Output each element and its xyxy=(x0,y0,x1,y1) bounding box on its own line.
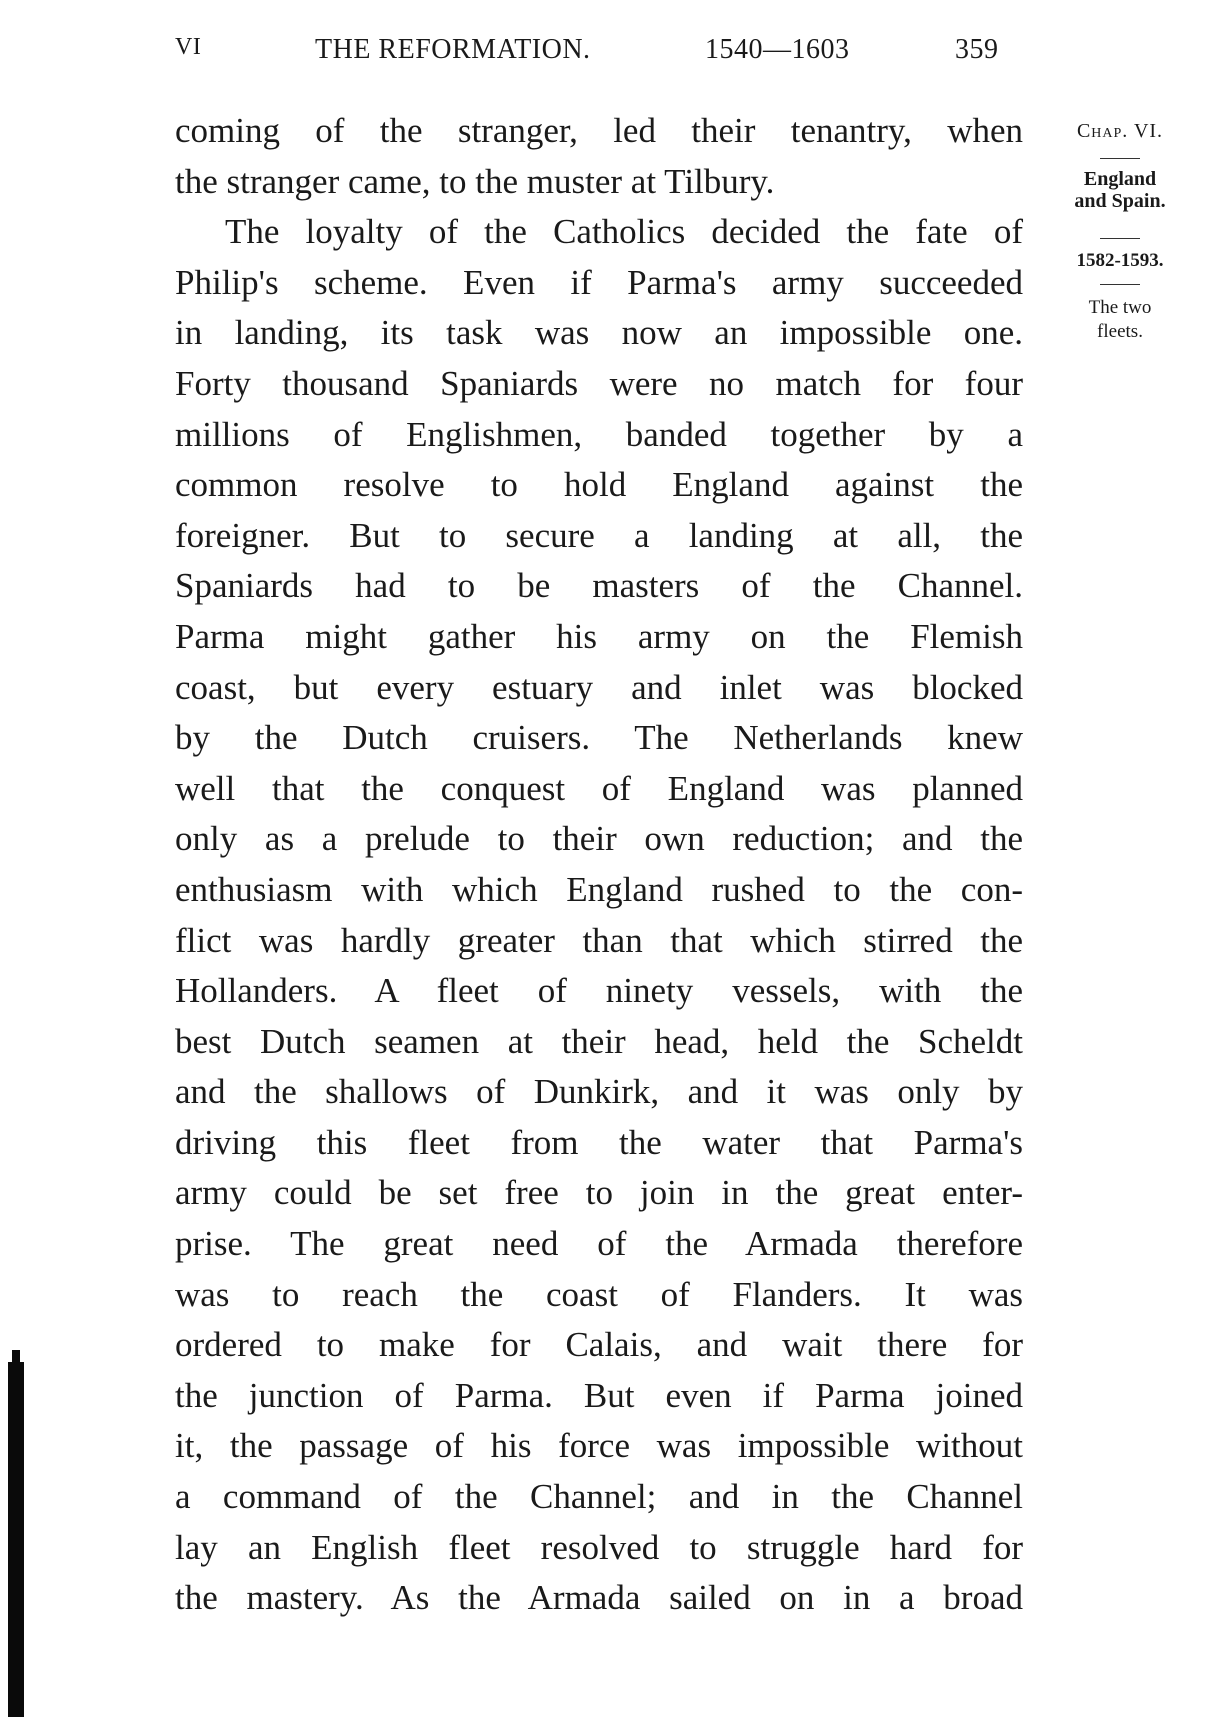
margin-note-subtopic xyxy=(1040,296,1200,344)
text-line: the junction of Parma. But even if Parma joined xyxy=(175,1375,1023,1415)
text-line: Hollanders. A fleet of ninety vessels, with the xyxy=(175,971,1023,1011)
text-line: foreigner. But to secure a landing at all, the xyxy=(175,515,1023,555)
text-line: millions of Englishmen, banded together by a xyxy=(175,414,1023,454)
text-line: the mastery. As the Armada sailed on in a broad xyxy=(175,1578,1023,1618)
text-line: prise. The great need of the Armada therefore xyxy=(175,1224,1023,1264)
text-line: and the shallows of Dunkirk, and it was only by xyxy=(175,1072,1023,1112)
text-line: driving this fleet from the water that Parma's xyxy=(175,1122,1023,1162)
margin-note-years: 1582-1593. xyxy=(1076,250,1164,271)
margin-note-subtopic-line: fleets. xyxy=(1097,321,1143,342)
text-line: it, the passage of his force was impossible without xyxy=(175,1426,1023,1466)
text-line: enthusiasm with which England rushed to the con- xyxy=(175,869,1023,909)
binding-shadow xyxy=(8,1362,24,1717)
margin-note-subtopic-line: The two xyxy=(1088,297,1152,318)
margin-note-chapter: Chap. VI. xyxy=(1076,120,1164,142)
margin-rule xyxy=(1100,238,1140,239)
header-chapter-number: VI xyxy=(175,34,202,60)
text-line: only as a prelude to their own reduction; and the xyxy=(175,819,1023,859)
text-line: Parma might gather his army on the Flemish xyxy=(175,616,1023,656)
text-line: The loyalty of the Catholics decided the fate of xyxy=(225,212,1023,252)
header-title: THE REFORMATION. xyxy=(315,34,591,65)
text-line: coast, but every estuary and inlet was blocked xyxy=(175,667,1023,707)
text-line: was to reach the coast of Flanders. It was xyxy=(175,1274,1023,1314)
text-line: lay an English fleet resolved to struggle hard for xyxy=(175,1527,1023,1567)
text-line: best Dutch seamen at their head, held the Scheldt xyxy=(175,1021,1023,1061)
running-header xyxy=(175,34,1025,74)
margin-note-topic xyxy=(1040,168,1200,212)
margin-rule xyxy=(1100,158,1140,159)
header-dates: 1540—1603 xyxy=(705,34,850,65)
body-text xyxy=(175,106,1023,1624)
text-line: common resolve to hold England against the xyxy=(175,465,1023,505)
text-line: Philip's scheme. Even if Parma's army succeeded xyxy=(175,262,1023,302)
text-line: well that the conquest of England was planned xyxy=(175,768,1023,808)
text-line: flict was hardly greater than that which stirred the xyxy=(175,920,1023,960)
text-line: by the Dutch cruisers. The Netherlands knew xyxy=(175,718,1023,758)
text-line: the stranger came, to the muster at Tilbury. xyxy=(175,161,775,201)
text-line: Forty thousand Spaniards were no match for four xyxy=(175,363,1023,403)
margin-rule xyxy=(1100,284,1140,285)
text-line: Spaniards had to be masters of the Channel. xyxy=(175,566,1023,606)
margin-note-topic-line: and Spain. xyxy=(1074,190,1166,212)
text-line: a command of the Channel; and in the Channel xyxy=(175,1477,1023,1517)
text-line: ordered to make for Calais, and wait there for xyxy=(175,1325,1023,1365)
text-line: coming of the stranger, led their tenantry, when xyxy=(175,111,1023,150)
page-number: 359 xyxy=(955,34,999,65)
margin-note-topic-line: England xyxy=(1083,168,1157,190)
text-line: in landing, its task was now an impossible one. xyxy=(175,313,1023,353)
text-line: army could be set free to join in the great enter- xyxy=(175,1173,1023,1213)
